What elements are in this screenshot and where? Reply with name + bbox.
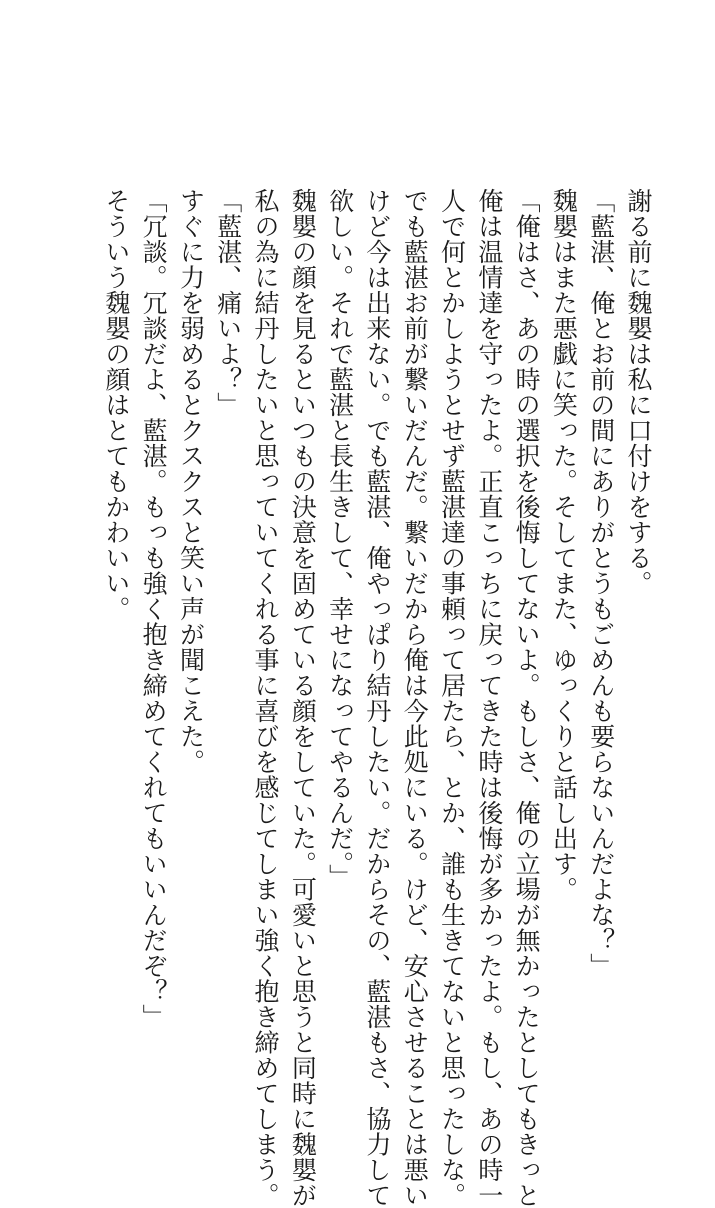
- text-line: 私の為に結丹したいと思っていてくれる事に喜びを感じてしまい強く抱き締めてしまう。: [251, 188, 281, 1208]
- text-line: 俺は温情達を守ったよ。正直こっちに戻ってきた時は後悔が多かったよ。もし、あの時一: [474, 188, 504, 1208]
- text-line: でも藍湛お前が繋いだんだ。繋いだから俺は今此処にいる。けど、安心させることは悪い: [400, 188, 430, 1208]
- text-line: 謝る前に魏嬰は私に口付けをする。: [624, 188, 653, 596]
- text-line: そういう魏嬰の顔はとてもかわいい。: [101, 188, 131, 622]
- text-line: 「藍湛、痛いよ？」: [213, 188, 243, 418]
- text-line: 人で何とかしようとせず藍湛達の事頼って居たら、とか、誰も生きてないと思ったしな。: [437, 188, 467, 1208]
- text-line: 「藍湛、俺とお前の間にありがとうもごめんも要らないんだよな？」: [586, 188, 616, 979]
- text-line: 「俺はさ、あの時の選択を後悔してないよ。もしさ、俺の立場が無かったとしてもきっと: [512, 188, 542, 1208]
- text-line: 「冗談。冗談だよ、藍湛。もっも強く抱き締めてくれてもいいんだぞ？」: [139, 188, 169, 1030]
- text-line: けど今は出来ない。でも藍湛、俺やっぱり結丹したい。だからその、藍湛もさ、協力して: [362, 188, 392, 1208]
- text-line: すぐに力を弱めるとクスクスと笑い声が聞こえた。: [176, 188, 206, 775]
- text-line: 魏嬰はまた悪戯に笑った。そしてまた、ゆっくりと話し出す。: [549, 188, 579, 902]
- text-line: 魏嬰の顔を見るといつもの決意を固めている顔をしていた。可愛いと思うと同時に魏嬰が: [288, 188, 318, 1208]
- vertical-text-block: [37, 188, 657, 1208]
- text-line: 欲しい。それで藍湛と長生きして、幸せになってやるんだ。」: [325, 188, 355, 890]
